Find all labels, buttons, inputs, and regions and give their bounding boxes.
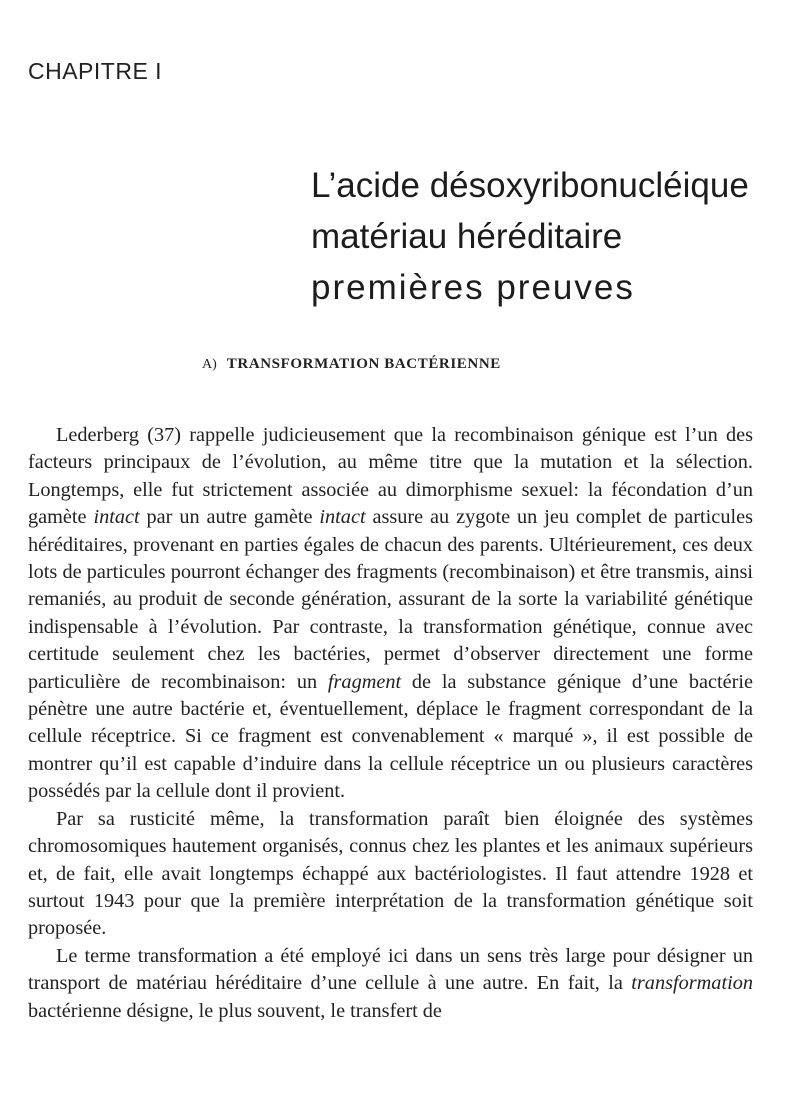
- chapter-title: [311, 160, 781, 313]
- paragraph-1-text-a: Lederberg (37) rappelle judicieusement que la recombinaison génique est l’un des facteurs principaux de l’évolution, au même titre que la mutation et la sélection. Longtemps, elle fut strictement associée au dimorphisme sexuel: la fécondation d’un gamète: [28, 424, 753, 529]
- title-line-1: L’acide désoxyribonucléique: [311, 166, 749, 205]
- title-line-3: premières preuves: [311, 268, 635, 307]
- title-line-2: matériau héréditaire: [311, 217, 623, 256]
- paragraph-3-emphasis-transformation: transformation: [631, 972, 753, 995]
- section-heading-text: TRANSFORMATION BACTÉRIENNE: [226, 356, 501, 372]
- paragraph-1: [28, 422, 753, 806]
- paragraph-2: Par sa rusticité même, la transformation paraît bien éloignée des systèmes chromosomiques hautement organisés, connus chez les plantes et les animaux supérieurs et, de fait, elle avait longtemps échappé aux bactériologistes. Il faut attendre 1928 et surtout 1943 pour que la première interprétation de la transformation génétique soit proposée.: [28, 807, 753, 940]
- paragraph-1-text-g: de la substance génique d’une bactérie pénètre une autre bactérie et, éventuellement, déplace le fragment correspondant de la cellule réceptrice. Si ce fragment est convenablement « marqué », il est possible de montrer qu’il est capable d’induire dans la cellule réceptrice un ou plusieurs caractères possédés par la cellule dont il provient.: [28, 670, 753, 803]
- chapter-label: CHAPITRE I: [28, 58, 163, 84]
- body-text: [28, 422, 753, 1025]
- paragraph-3: [28, 943, 753, 1025]
- paragraph-3-text-a: Le terme transformation a été employé ici dans un sens très large pour désigner un transport de matériau héréditaire d’une cellule à une autre. En fait, la: [28, 944, 753, 995]
- paragraph-1-emphasis-intact-1: intact: [93, 506, 140, 529]
- paragraph-1-text-c: par un autre gamète: [139, 506, 320, 529]
- paragraph-1-text-e: assure au zygote un jeu complet de particules héréditaires, provenant en parties égales de chacun des parents. Ultérieurement, ces deux lots de particules pourront échanger des fragments (recombinaison) et être transmis, ainsi remaniés, au produit de seconde génération, assurant de la sorte la variabilité génétique indispensable à l’évolution. Par contraste, la transformation génétique, connue avec certitude seulement chez les bactéries, permet d’observer directement une forme particulière de recombinaison: un: [28, 506, 753, 693]
- paragraph-1-emphasis-fragment: fragment: [327, 670, 402, 693]
- paragraph-1-emphasis-intact-2: intact: [319, 506, 366, 529]
- section-heading: [202, 356, 501, 373]
- section-letter: A): [202, 357, 217, 372]
- paragraph-3-text-c: bactérienne désigne, le plus souvent, le transfert de: [28, 999, 442, 1022]
